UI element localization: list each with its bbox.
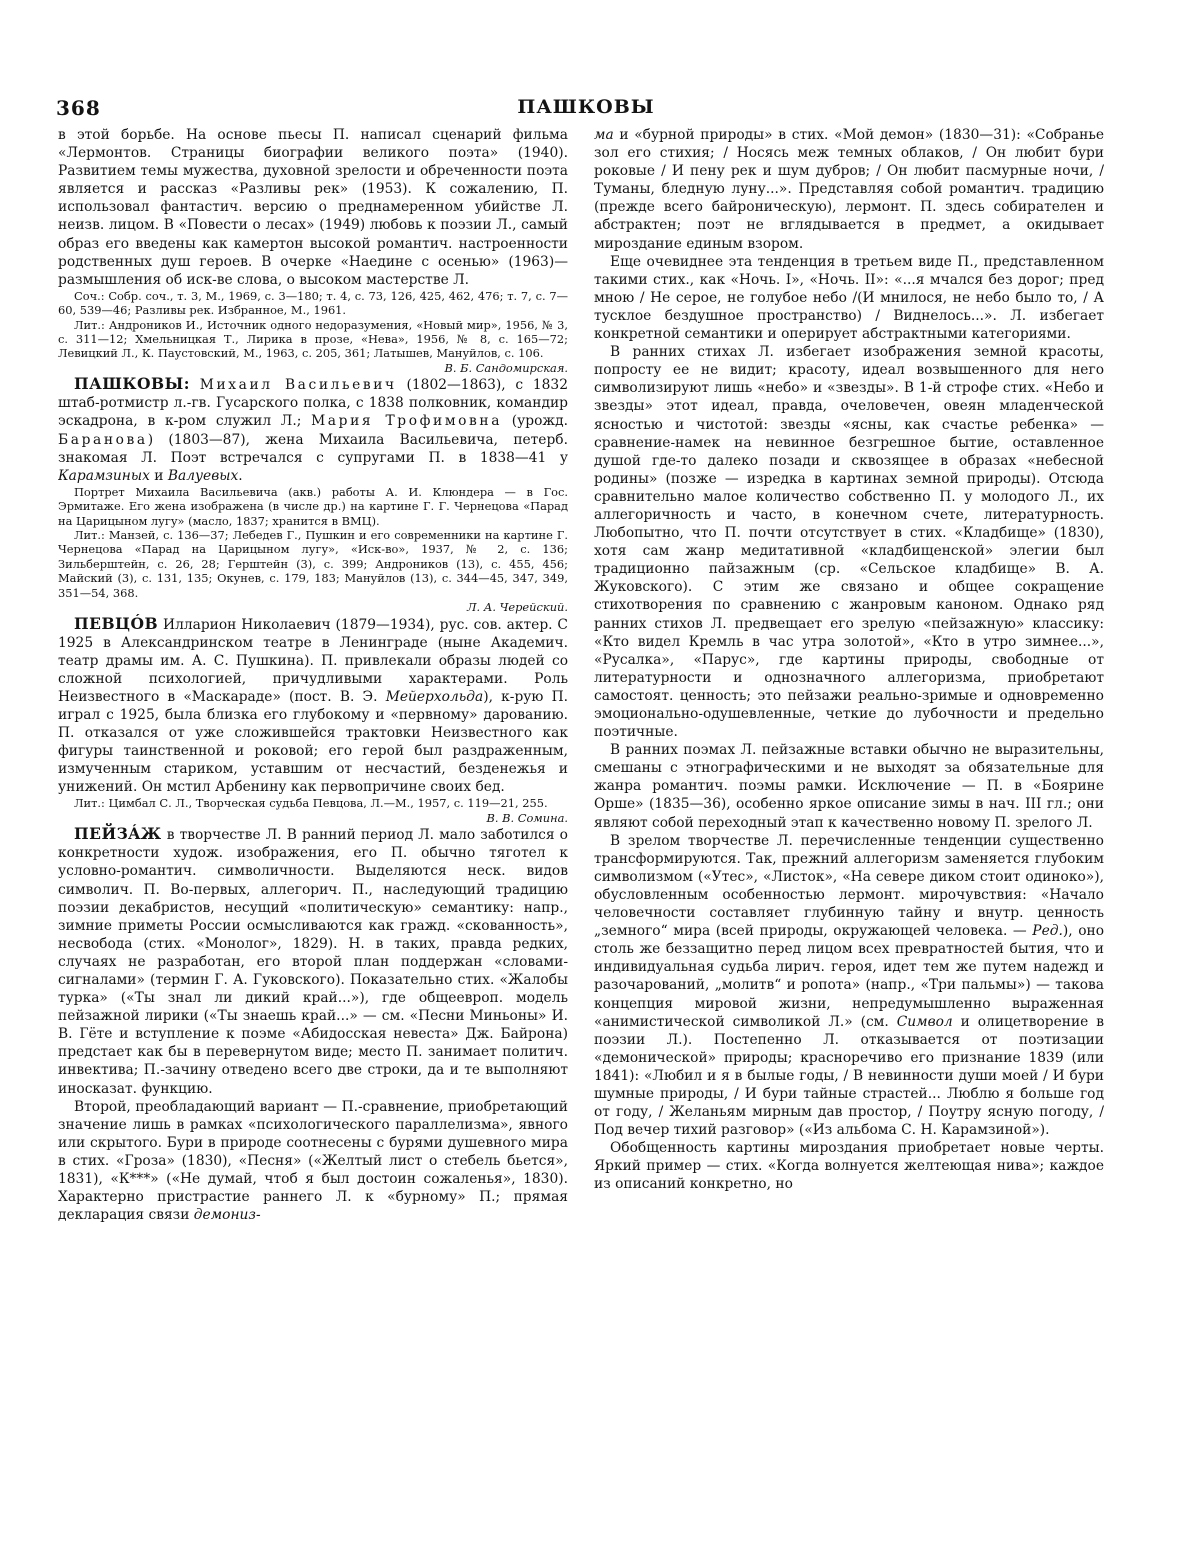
pashkovy-author-signature: Л. А. Черейский. <box>466 600 568 615</box>
italic-word: Ред. <box>1032 923 1063 940</box>
entry-pevtsov <box>58 615 568 797</box>
pevtsov-literature: Лит.: Цимбал С. Л., Творческая судьба Певцова, Л.—М., 1957, с. 119—21, 255. <box>74 796 548 811</box>
cross-reference: Символ <box>896 1013 953 1030</box>
pashkovy-portrait-note: Портрет Михаила Васильевича (акв.) работы А. И. Клюндера — в Гос. Эрмитаже. Его жена изображена (в числе др.) на картине Г. Г. Чернецова «Парад на Царицыном лугу» (масло, 1837; хранится в ВМЦ). <box>58 484 568 528</box>
peizazh-paragraph: В ранних поэмах Л. пейзажные вставки обычно не выразительны, смешаны с этнографическими и не выходят за обязательные для жанра романтич. поэмы рамки. Исключение — П. в «Боярине Орше» (1835—36), особенно яркое описание зимы в нач. III гл.; они являют собой переходный этап к качественно новому П. зрелого Л. <box>594 742 1104 831</box>
entry-pashkovy <box>58 375 568 485</box>
paustovsky-literature: Лит.: Андроников И., Источник одного недоразумения, «Новый мир», 1956, № 3, с. 311—12; Хмельницкая Т., Лирика в прозе, «Нева», 1956, № 8, с. 165—72; Левицкий Л., К. Паустовский, М., 1963, с. 205, 361; Латышев, Мануйлов, с. 106. <box>58 317 568 361</box>
entry-text: в творчестве Л. В ранний период Л. мало заботился о конкретности худож. изображения, его П. обычно тяготел к условно-романтич. символичности. Выделяются неск. видов символич. П. Во-первых, аллегорич. П., наследующий традицию поэзии декабристов, несущий «политическую» семантику: напр., зимние приметы России осмысливаются как гражд. «скованность», несвобода (стих. «Монолог», 1829). Н. в таких, правда редких, случаях не разработан, его второй план поддержан «словами-сигналами» (термин Г. А. Гуковского). Показательно стих. «Жалобы турка» («Ты знал ли дикий край...»), где общеевроп. модель пейзажной лирики («Ты знаешь край...» — см. «Песни Миньоны» И. В. Гёте и вступление к поэме «Абидосская невеста» Дж. Байрона) предстает как бы в перевернутом виде; место П. занимает политич. инвектива; П.-зачину отведено всего две строки, да и те выполняют иносказат. функцию. <box>58 827 568 1097</box>
pashkovy-literature: Лит.: Манзей, с. 136—37; Лебедев Г., Пушкин и его современники на картине Г. Чернецова «Парад на Царицыном лугу», «Иск-во», 1937, № 2, с. 136; Зильберштейн, с. 26, 28; Герштейн (3), с. 399; Андроников (13), с. 455, 456; Майский (3), с. 131, 135; Окунев, с. 179, 183; Мануйлов (13), с. 344—45, 347, 349, 351—54, 368. <box>58 528 568 600</box>
entry-text: (1802—1863), с 1832 штаб-ротмистр л.-гв. Гусарского полка, с 1838 полковник, командир эскадрона, в к-ром служил Л.; <box>58 377 568 430</box>
cross-reference: Валуевых <box>167 467 239 484</box>
person-name: Михаил Васильевич <box>199 377 397 394</box>
entry-text: ), к-рую П. играл с 1925, была близка его глубокому и «первному» дарованию. П. отказался от уже сложившейся трактовки Неизвестного как фигуры таинственной и роковой; его герой был раздраженным, измученным стариком, уставшим от несчастий, безденежья и унижений. Он мстил Арбенину как первопричине своих бед. <box>58 688 568 796</box>
peizazh-paragraph: Обобщенность картины мироздания приобретает новые черты. Яркий пример — стих. «Когда волнуется желтеющая нива»; каждое из описаний конкретно, но <box>594 1140 1104 1193</box>
entry-text: Второй, преобладающий вариант — П.-сравнение, приобретающий значение лишь в рамках «психологического параллелизма», явного или скрытого. Бури в природе соотнесены с бурями душевного мира в стих. «Гроза» (1830), «Песня» («Желтый лист о стебель бьется», 1831), «К***» («Не думай, чтоб я был достоин сожаленья», 1830). Характерно пристрастие раннего Л. к «бурному» П.; прямая декларация связи <box>58 1098 568 1224</box>
paustovsky-paragraph: в этой борьбе. На основе пьесы П. написал сценарий фильма «Лермонтов. Страницы биографии великого поэта» (1940). Развитием темы мужества, духовной зрелости и обреченности поэта является и рассказ «Разливы рек» (1953). К сожалению, П. использовал фантастич. версию о преднамеренном убийстве Л. неизв. лицом. В «Повести о лесах» (1949) любовь к поэзии Л., самый образ его введены как камертон высокой романтич. настроенности родственных душ героев. В очерке «Наедине с осенью» (1963)— размышления об иск-ве слова, о высоком мастерстве Л. <box>58 127 568 288</box>
entry-text: . <box>238 467 243 484</box>
entry-text: и «бурной природы» в стих. «Мой демон» (1830—31): «Собранье зол его стихия; / Носясь меж темных облаков, / Он любит бури роковые / И пену рек и шум дубров; / Он любит пасмурные ночи, / Туманы, бледную луну...». Представляя собой романтич. традицию (прежде всего байроническую), лермонт. П. здесь собирателен и абстрактен; поэт не вглядывается в предмет, а окидывает мироздание единым взором. <box>594 127 1104 252</box>
entry-text: ) (1803—87), жена Михаила Васильевича, петерб. знакомая Л. Поэт встречался с супругами П. в 1838—41 у <box>58 431 568 466</box>
left-column <box>58 126 568 1531</box>
entry-text: ), оно столь же беззащитно перед лицом всех превратностей бытия, что и индивидуальная судьба лирич. героя, идет тем же путем надежд и разочарований, „молитв“ и ропота» (напр., «Три пальмы») — такова концепция мировой жизни, непредумышленно выраженная «анимистической символикой Л.» (см. <box>594 923 1104 1030</box>
peizazh-paragraph <box>58 1098 568 1225</box>
running-head: ПАШКОВЫ <box>517 96 655 118</box>
paustovsky-works: Соч.: Собр. соч., т. 3, М., 1969, с. 3—180; т. 4, с. 73, 126, 425, 462, 476; т. 7, с. 7—60, 539—46; Разливы рек. Избранное, М., 1961. <box>58 288 568 318</box>
paustovsky-author-signature: В. Б. Сандомирская. <box>444 360 568 375</box>
peizazh-paragraph: В ранних стихах Л. избегает изображения земной красоты, попросту ее не видит; красоту, идеал возвышенного для него символизируют лишь «небо» и «звезды». В 1-й строфе стих. «Небо и звезды» этот идеал, правда, очеловечен, овеян младенческой ясностью и чистотой: звезды «ясны, как счастье ребенка» — сравнение-намек на невинное безгрешное бытие, оставленное душой где-то далеко позади и сквозящее в образах «небесной родины» (позже — изредка в картинах земной природы). Отсюда сравнительно малое количество собственно П. у молодого Л., их аллегоричность и часто, в конечном счете, литературность. Любопытно, что П. почти отсутствует в стих. «Кладбище» (1830), хотя сам жанр медитативной «кладбищенской» элегии был традиционно пайзажным (ср. «Сельское кладбище» В. А. Жуковского). С этим же связано и общее сокращение стихотворения по сравнению с жанровым каноном. Однако ряд ранних стихов Л. предвещает его зрелую «пейзажную» классику: «Кто видел Кремль в час утра золотой», «Кто в утро зимнее...», «Русалка», «Парус», где картины природы, свободные от литературности и однозначного аллегоризма, приобретают самостоят. ценность; это пейзажи реально-зримые и одновременно эмоционально-одушевленные, четкие до лубочности и предельно поэтичные. <box>594 344 1104 741</box>
entry-text: и олицетворение в поэзии Л.). Постепенно Л. отказывается от поэтизации «демонической» природы; красноречиво его признание 1839 (или 1841): «Любил и я в былые годы, / В невинности души моей / И бури шумные природы, / И бури тайные страстей... Люблю я больше год от году, / Желаньям мирным дав простор, / Поутру ясную погоду, / Под вечер тихий разговор» («Из альбома С. Н. Карамзиной»). <box>594 1013 1104 1139</box>
entry-text: и <box>149 467 168 484</box>
person-name: Мария Трофимовна <box>311 413 503 430</box>
pevtsov-author-signature: В. В. Сомина. <box>486 810 568 825</box>
entry-text: Илларион Николаевич (1879—1934), рус. сов. актер. С 1925 в Александринском театре в Ленинграде (ныне Академич. театр драмы им. А. С. Пушкина). П. привлекали образы людей со сложной психологией, причудливыми характерами. Роль Неизвестного в «Маскараде» (пост. В. Э. <box>58 616 568 705</box>
entry-text: (урожд. <box>502 413 568 430</box>
page-header <box>56 96 1116 122</box>
entry-headword: ПЕВЦÓВ <box>74 613 159 633</box>
entry-headword: ПЕЙЗÁЖ <box>74 824 162 844</box>
peizazh-paragraph <box>594 832 1104 1140</box>
peizazh-paragraph <box>594 126 1104 253</box>
italic-word: демониз- <box>193 1207 261 1224</box>
page-number: 368 <box>56 96 101 120</box>
entry-headword: ПАШКОВЫ: <box>74 374 190 394</box>
peizazh-paragraph: Еще очевиднее эта тенденция в третьем виде П., представленном такими стих., как «Ночь. I», «Ночь. II»: «...я мчался без дорог; пред мною / Не серое, не голубое небо /(И мнилося, не небо было то, / А тусклое бездушное пространство) / Виднелось...». Л. избегает конкретной семантики и оперирует абстрактными категориями. <box>594 253 1104 343</box>
entry-text: В зрелом творчестве Л. перечисленные тенденции существенно трансформируются. Так, прежний аллегоризм заменяется глубоким символизмом («Утес», «Листок», «На севере диком стоит одиноко»), обусловленным особенностью лермонт. мирочувствия: «Начало человечности составляет глубинную тайну и внутр. ценность „земного“ мира (всей природы, окружающей человека. — <box>594 832 1104 940</box>
right-column <box>594 126 1104 1226</box>
italic-word: ма <box>594 127 614 143</box>
cross-reference: Карамзиных <box>58 467 150 484</box>
cross-reference: Мейерхольда <box>385 688 484 705</box>
person-name: Баранова <box>58 431 148 448</box>
entry-peizazh <box>58 825 568 1097</box>
